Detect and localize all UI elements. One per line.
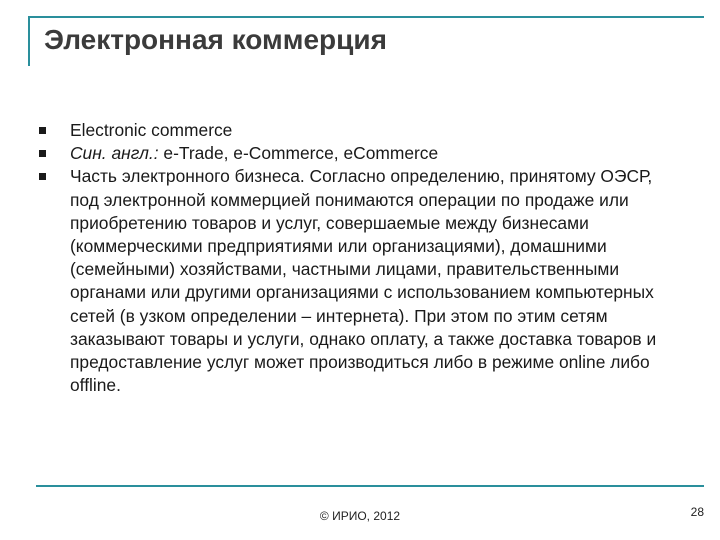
synonyms-value: e-Trade, e-Commerce, eCommerce	[158, 143, 439, 164]
title-frame-top-line	[28, 16, 704, 18]
bullet-text-definition: Часть электронного бизнеса. Согласно определению, принятому ОЭСР, под электронной коммерцией понимаются операции по продаже или приобретению товаров и услуг, совершаемые между бизнесами (коммерческими предприятиями или организациями), домашними (семейными) хозяйствами, частными лицами, правительственными органами или другими организациями с использованием компьютерных сетей (в узком определении – интернета). При этом по этим сетям заказывают товары и услуги, однако оплату, а также доставка товаров и предоставление услуг может производиться либо в режиме online либо offline.	[70, 166, 657, 396]
bullet-list	[38, 119, 678, 397]
square-bullet-icon	[39, 150, 46, 157]
footer-copyright: © ИРИО, 2012	[319, 509, 401, 523]
bullet-item	[38, 119, 678, 142]
footer-divider	[36, 485, 704, 487]
page-number: 28	[690, 505, 704, 519]
bullet-item	[38, 165, 678, 397]
slide-title: Электронная коммерция	[44, 24, 387, 55]
bullet-text-synonyms	[70, 142, 678, 165]
square-bullet-icon	[39, 173, 46, 180]
title-frame-left-line	[28, 16, 30, 66]
bullet-text: Electronic commerce	[70, 120, 233, 140]
bullet-item	[38, 142, 678, 165]
square-bullet-icon	[39, 127, 46, 134]
synonyms-prefix: Син. англ.:	[70, 143, 159, 164]
